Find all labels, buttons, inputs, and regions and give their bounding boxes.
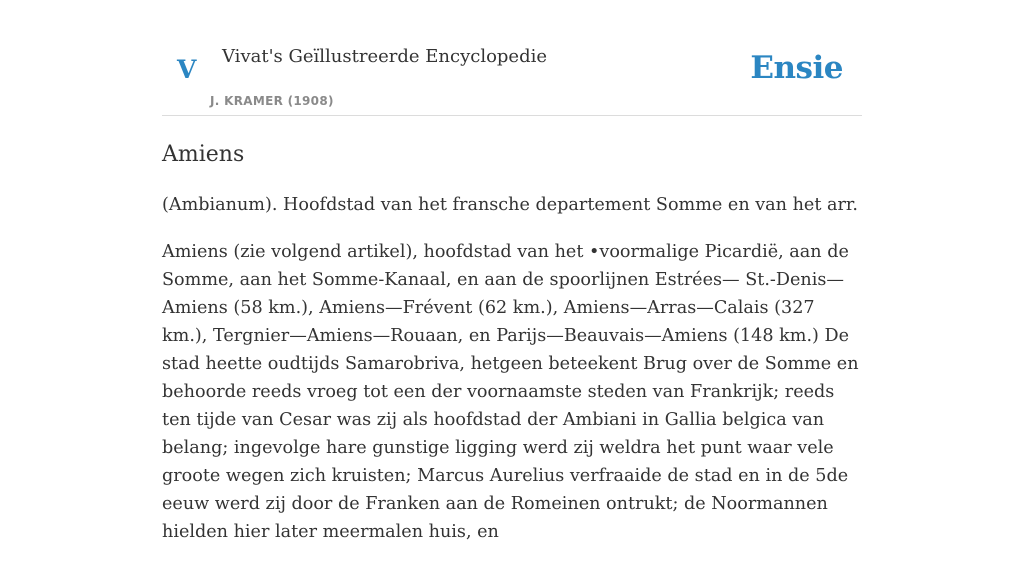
book-title-link[interactable]: Vivat's Geïllustreerde Encyclopedie bbox=[222, 46, 548, 67]
book-header bbox=[162, 0, 862, 116]
article bbox=[162, 140, 862, 565]
ensie-logo-link[interactable]: Ensie bbox=[750, 50, 843, 86]
article-paragraph: (Ambianum). Hoofdstad van het fransche departement Somme en van het arr. bbox=[162, 195, 858, 215]
book-logo[interactable]: V bbox=[177, 55, 197, 84]
article-paragraph: Amiens (zie volgend artikel), hoofdstad van het •voormalige Picardië, aan de Somme, aan het Somme-Kanaal, en aan de spoorlijnen Estrées— St.-Denis—Amiens (58 km.), Amiens—Frévent (62 km.), Amiens—Arras—Calais (327 km.), Tergnier—Amiens—Rouaan, en Parijs—Beauvais—Amiens (148 km.) De stad heette oudtijds Samarobriva, hetgeen beteekent Brug over de Somme en behoorde reeds vroeg tot een der voornaamste steden van Frankrijk; reeds ten tijde van Cesar was zij als hoofdstad der Ambiani in Gallia belgica van belang; ingevolge hare gunstige ligging werd zij weldra het punt waar vele groote wegen zich kruisten; Marcus Aurelius verfraaide de stad en in de 5de eeuw werd zij door de Franken aan de Romeinen ontrukt; de Noormannen hielden hier later meermalen huis, en bbox=[162, 242, 859, 542]
article-title: Amiens bbox=[162, 142, 245, 167]
book-author: J. KRAMER (1908) bbox=[210, 94, 334, 108]
